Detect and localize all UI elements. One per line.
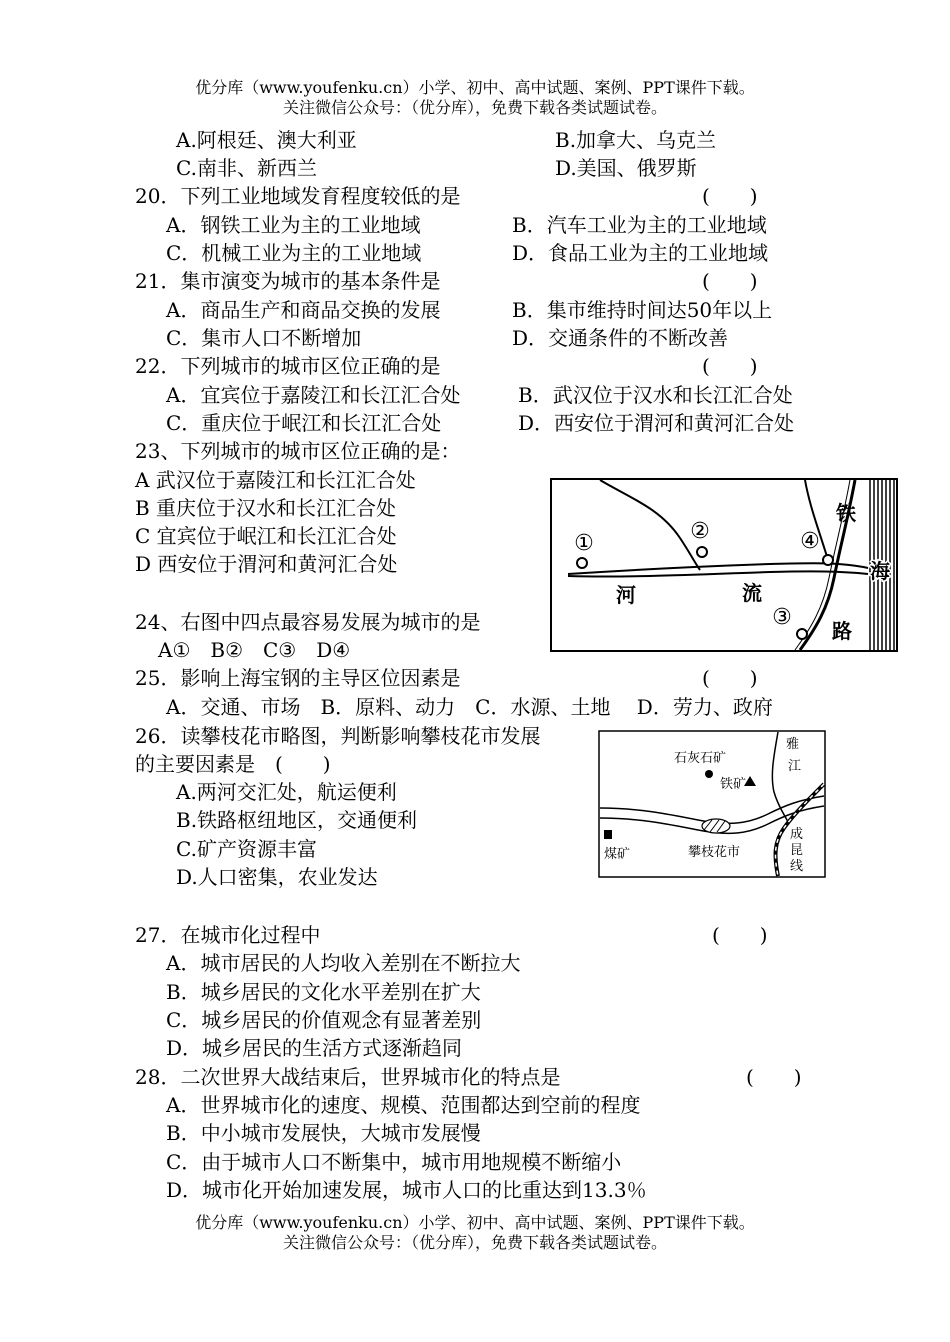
q28-answer-paren: ( ) xyxy=(746,1065,802,1089)
q20-option-a: A．钢铁工业为主的工业地域 xyxy=(166,213,421,237)
q23-option-b: B 重庆位于汉水和长江汇合处 xyxy=(135,496,397,520)
sea-label: 海 xyxy=(870,559,890,583)
q26-option-a: A.两河交汇处，航运便利 xyxy=(176,780,397,804)
q27-answer-paren: ( ) xyxy=(712,923,768,947)
q25-answer-paren: ( ) xyxy=(702,666,758,690)
q23-option-a: A 武汉位于嘉陵江和长江汇合处 xyxy=(135,468,416,492)
chengkun-label-1: 成 xyxy=(790,827,804,842)
header-line-2: 关注微信公众号：（优分库），免费下载各类试题试卷。 xyxy=(282,98,667,117)
chengkun-label-2: 昆 xyxy=(790,843,804,858)
city-label: 攀枝花市 xyxy=(688,845,741,860)
q22-answer-paren: ( ) xyxy=(702,354,758,378)
q22-option-c: C．重庆位于岷江和长江汇合处 xyxy=(166,411,442,435)
q23-option-c: C 宜宾位于岷江和长江汇合处 xyxy=(135,524,397,548)
q22-option-b: B．武汉位于汉水和长江汇合处 xyxy=(518,383,793,407)
q19-option-d: D.美国、俄罗斯 xyxy=(555,156,697,180)
panzhihua-map xyxy=(598,730,826,878)
q27-option-a: A．城市居民的人均收入差别在不断拉大 xyxy=(166,951,521,975)
q20-stem: 20．下列工业地域发育程度较低的是 xyxy=(135,184,461,208)
q23-stem: 23、下列城市的城市区位正确的是： xyxy=(135,439,461,463)
q28-option-a: A．世界城市化的速度、规模、范围都达到空前的程度 xyxy=(166,1093,641,1117)
q26-stem-line-2: 的主要因素是 ( ) xyxy=(135,752,331,776)
chengkun-label-3: 线 xyxy=(790,859,804,874)
point-1-label: ① xyxy=(574,531,594,556)
q28-option-d: D．城市化开始加速发展，城市人口的比重达到13.3％ xyxy=(166,1178,647,1202)
q25-stem: 25．影响上海宝钢的主导区位因素是 xyxy=(135,666,461,690)
q21-stem: 21．集市演变为城市的基本条件是 xyxy=(135,269,441,293)
q20-option-c: C．机械工业为主的工业地域 xyxy=(166,241,422,265)
point-3-marker xyxy=(797,629,807,639)
q27-stem: 27．在城市化过程中 xyxy=(135,923,321,947)
q27-option-b: B．城乡居民的文化水平差别在扩大 xyxy=(166,980,481,1004)
q21-option-c: C．集市人口不断增加 xyxy=(166,326,362,350)
q28-option-c: C．由于城市人口不断集中，城市用地规模不断缩小 xyxy=(166,1150,622,1174)
q20-answer-paren: ( ) xyxy=(702,184,758,208)
q27-option-c: C．城乡居民的价值观念有显著差别 xyxy=(166,1008,482,1032)
q19-option-a: A.阿根廷、澳大利亚 xyxy=(176,128,357,152)
q27-option-d: D．城乡居民的生活方式逐渐趋同 xyxy=(166,1036,463,1060)
point-2-marker xyxy=(697,547,707,557)
point-4-marker xyxy=(823,555,833,565)
point-3-label: ③ xyxy=(772,605,792,630)
railway-label-1: 铁 xyxy=(836,501,856,525)
footer-line-1: 优分库（www.youfenku.cn）小学、初中、高中试题、案例、PPT课件下载。 xyxy=(195,1213,755,1232)
q28-stem: 28．二次世界大战结束后，世界城市化的特点是 xyxy=(135,1065,561,1089)
point-1-marker xyxy=(577,558,587,568)
q20-option-b: B．汽车工业为主的工业地域 xyxy=(512,213,767,237)
q19-option-b: B.加拿大、乌克兰 xyxy=(555,128,717,152)
q26-option-c: C.矿产资源丰富 xyxy=(176,837,317,861)
q26-stem-line-1: 26．读攀枝花市略图，判断影响攀枝花市发展 xyxy=(135,724,541,748)
q21-option-b: B．集市维持时间达50年以上 xyxy=(512,298,773,322)
q25-options: A．交通、市场 B．原料、动力 C．水源、土地 D．劳力、政府 xyxy=(166,695,773,719)
header-line-1: 优分库（www.youfenku.cn）小学、初中、高中试题、案例、PPT课件下载。 xyxy=(195,78,755,97)
q19-option-c: C.南非、新西兰 xyxy=(176,156,317,180)
q28-option-b: B．中小城市发展快，大城市发展慢 xyxy=(166,1121,481,1145)
yajiang-label-2: 江 xyxy=(788,759,802,774)
q21-option-d: D．交通条件的不断改善 xyxy=(512,326,729,350)
q26-option-b: B.铁路枢纽地区，交通便利 xyxy=(176,808,418,832)
river-railway-map xyxy=(550,478,898,652)
coal-mine-label: 煤矿 xyxy=(604,847,631,862)
limestone-mine-label: 石灰石矿 xyxy=(674,751,727,766)
q20-option-d: D．食品工业为主的工业地域 xyxy=(512,241,769,265)
footer-line-2: 关注微信公众号：（优分库），免费下载各类试题试卷。 xyxy=(282,1233,667,1252)
q21-answer-paren: ( ) xyxy=(702,269,758,293)
q26-option-d: D.人口密集，农业发达 xyxy=(176,865,378,889)
q24-stem: 24、右图中四点最容易发展为城市的是 xyxy=(135,610,481,634)
q22-option-a: A．宜宾位于嘉陵江和长江汇合处 xyxy=(166,383,461,407)
q21-option-a: A．商品生产和商品交换的发展 xyxy=(166,298,441,322)
point-2-label: ② xyxy=(690,519,710,544)
q23-option-d: D 西安位于渭河和黄河汇合处 xyxy=(135,552,398,576)
q22-stem: 22．下列城市的城市区位正确的是 xyxy=(135,354,441,378)
yajiang-label-1: 雅 xyxy=(786,737,800,752)
railway-label-2: 路 xyxy=(832,619,852,643)
river-label-1: 河 xyxy=(616,583,636,607)
river-label-2: 流 xyxy=(742,581,762,605)
city-area xyxy=(702,819,730,833)
q22-option-d: D．西安位于渭河和黄河汇合处 xyxy=(518,411,795,435)
limestone-mine-symbol xyxy=(705,770,713,778)
coal-mine-symbol xyxy=(604,830,612,839)
point-4-label: ④ xyxy=(800,529,820,554)
iron-mine-label: 铁矿 xyxy=(720,777,747,792)
q24-options: A① B② C③ D④ xyxy=(158,638,351,662)
